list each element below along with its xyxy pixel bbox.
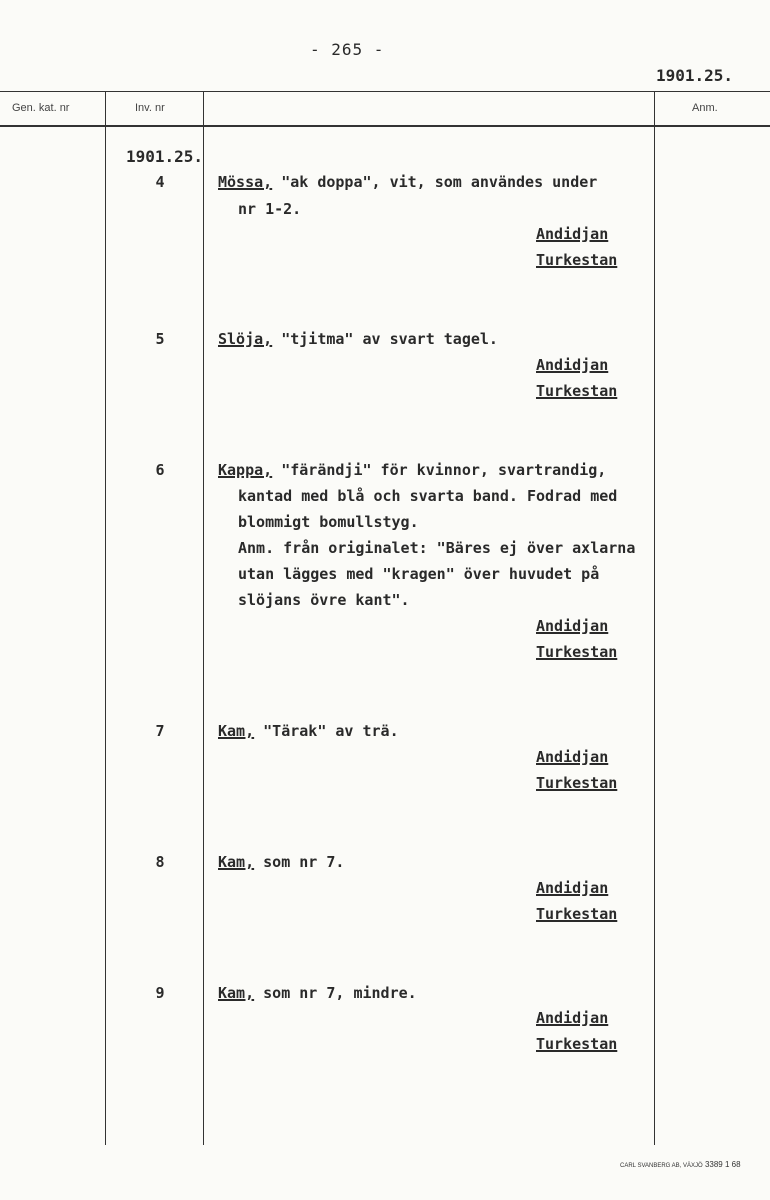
entry-place: Andidjan [536, 748, 609, 766]
entry-number: 5 [155, 330, 165, 348]
entry-region: Turkestan [536, 382, 618, 400]
entry-title: Slöja, [218, 330, 273, 348]
entry-number: 7 [155, 722, 165, 740]
entry-number: 8 [155, 853, 165, 871]
column-divider-1 [105, 91, 106, 1145]
header-gen-kat: Gen. kat. nr [12, 102, 70, 114]
entry-text-line: utan lägges med "kragen" över huvudet på [238, 565, 600, 583]
entry-description [218, 461, 606, 479]
entry-region: Turkestan [536, 643, 618, 661]
entry-text-line: Anm. från originalet: "Bäres ej över axlarna [238, 539, 636, 557]
form-code: 3389 1 68 [704, 1160, 741, 1169]
entry-place: Andidjan [536, 879, 609, 897]
entry-number: 4 [155, 173, 165, 191]
column-divider-3 [654, 91, 655, 1145]
column-divider-2 [203, 91, 204, 1145]
entry-place: Andidjan [536, 1009, 609, 1027]
entry-title: Kappa, [218, 461, 273, 479]
entry-place: Andidjan [536, 225, 609, 243]
entry-description [218, 984, 417, 1002]
entry-text-line: nr 1-2. [238, 200, 302, 218]
entry-text-line: "Tärak" av trä. [254, 722, 399, 740]
entry-text-line: som nr 7. [254, 853, 345, 871]
printer-name: CARL SVANBERG AB, VÄXJÖ [620, 1163, 703, 1169]
entry-description [218, 330, 498, 348]
entry-place: Andidjan [536, 617, 609, 635]
entry-region: Turkestan [536, 774, 618, 792]
entry-region: Turkestan [536, 1035, 618, 1053]
header-inv-nr: Inv. nr [135, 102, 165, 114]
inventory-prefix: 1901.25. [126, 147, 204, 166]
accession-number-top: 1901.25. [656, 66, 734, 85]
entry-number: 9 [155, 984, 165, 1002]
entry-text-line: slöjans övre kant". [238, 591, 410, 609]
printer-footer [620, 1160, 741, 1169]
header-anm: Anm. [692, 102, 718, 114]
entry-text-line: "ak doppa", vit, som användes under [272, 173, 598, 191]
entry-text-line: som nr 7, mindre. [254, 984, 417, 1002]
entry-number: 6 [155, 461, 165, 479]
page-number: - 265 - [310, 40, 385, 59]
entry-description [218, 722, 399, 740]
entry-text-line: "tjitma" av svart tagel. [272, 330, 498, 348]
entry-text-line: "färändji" för kvinnor, svartrandig, [272, 461, 607, 479]
entry-text-line: kantad med blå och svarta band. Fodrad med [238, 487, 618, 505]
entry-title: Kam, [218, 853, 255, 871]
entry-place: Andidjan [536, 356, 609, 374]
entry-description [218, 173, 597, 191]
entry-title: Kam, [218, 984, 255, 1002]
entry-region: Turkestan [536, 251, 618, 269]
entry-description [218, 853, 344, 871]
entry-title: Mössa, [218, 173, 273, 191]
entry-region: Turkestan [536, 905, 618, 923]
entry-title: Kam, [218, 722, 255, 740]
entry-text-line: blommigt bomullstyg. [238, 513, 419, 531]
